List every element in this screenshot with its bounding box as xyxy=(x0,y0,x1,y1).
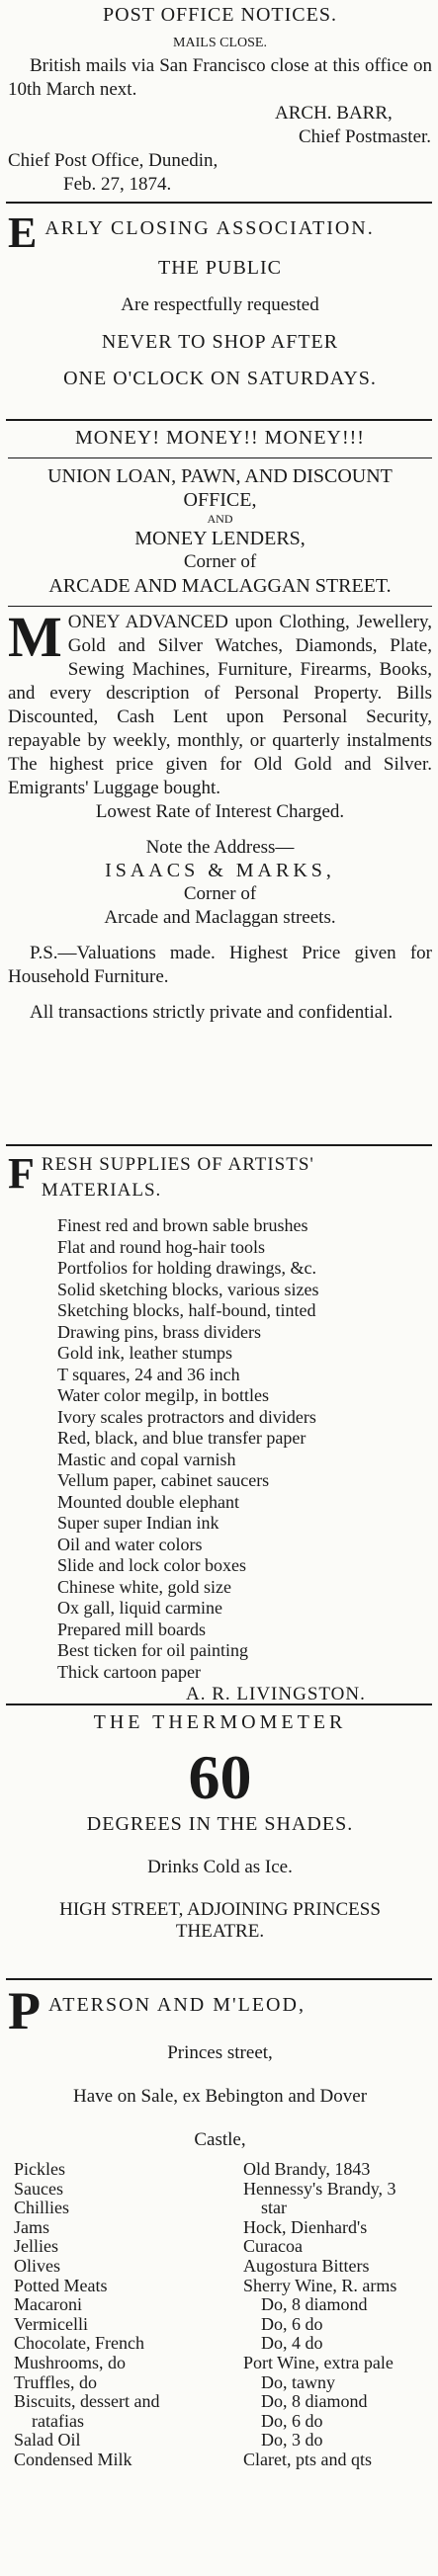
post-office-notice xyxy=(8,4,432,197)
list-item: Vermicelli xyxy=(14,2313,88,2334)
list-item: Chocolate, French xyxy=(14,2333,144,2354)
list-item: T squares, 24 and 36 inch xyxy=(57,1364,240,1384)
list-item: Olives xyxy=(14,2255,60,2276)
drop-cap: P xyxy=(8,1981,43,2040)
loan-body xyxy=(8,605,432,800)
list-item: Condensed Milk xyxy=(14,2449,132,2469)
loan-office-name-2: OFFICE, xyxy=(183,489,257,511)
post-office-subhead: MAILS CLOSE. xyxy=(173,36,267,50)
paterson-street: Princes street, xyxy=(167,2042,273,2063)
divider xyxy=(8,457,432,458)
post-office-date: Feb. 27, 1874. xyxy=(63,174,172,195)
artists-title-text: RESH SUPPLIES OF ARTISTS' MATERIALS. xyxy=(41,1154,314,1201)
list-item: Curacoa xyxy=(243,2236,303,2257)
loan-interest: Lowest Rate of Interest Charged. xyxy=(95,801,345,822)
list-item: Prepared mill boards xyxy=(57,1619,206,1639)
list-item: star xyxy=(243,2198,287,2218)
list-item: Do, 6 do xyxy=(243,2410,323,2431)
divider xyxy=(6,1978,432,1980)
thermometer-degrees: DEGREES IN THE SHADES. xyxy=(86,1813,354,1835)
list-item: Vellum paper, cabinet saucers xyxy=(57,1470,270,1490)
list-item: Pickles xyxy=(14,2159,65,2179)
list-item: Solid sketching blocks, various sizes xyxy=(57,1279,319,1299)
list-item: Hock, Dienhard's xyxy=(243,2216,368,2237)
loan-corner: Corner of xyxy=(183,551,257,572)
list-item: Jams xyxy=(14,2216,49,2237)
drop-cap: E xyxy=(8,208,40,257)
list-item: Sketching blocks, half-bound, tinted xyxy=(57,1300,316,1320)
list-item: Do, 8 diamond xyxy=(243,2391,368,2412)
list-item: Port Wine, extra pale xyxy=(243,2352,394,2372)
loan-body-text: ONEY ADVANCED upon Clothing, Jewellery, Gold and Silver Watches, Diamonds, Plate, Sewing Machines, Furniture, Firearms, Books, and every description of Personal Property. Bills Discounted, Cash Lent upon Personal Security, repayable by weekly, monthly, or quarterly instalments The highest price given for Old Gold and Silver. Emigrants' Luggage bought. xyxy=(8,612,432,798)
list-item: Flat and round hog-hair tools xyxy=(57,1236,265,1257)
list-item: Jellies xyxy=(14,2236,58,2257)
loan-office-ad xyxy=(8,427,432,1025)
early-closing-line2: NEVER TO SHOP AFTER xyxy=(101,331,339,353)
loan-money-heading: MONEY! MONEY!! MONEY!!! xyxy=(75,427,365,449)
list-item: Thick cartoon paper xyxy=(57,1661,201,1682)
post-office-body: British mails via San Francisco close at this office on 10th March next. xyxy=(8,55,432,100)
thermometer-title: THE THERMOMETER xyxy=(93,1711,347,1733)
list-item: Hennessy's Brandy, 3 xyxy=(243,2178,396,2199)
list-item: Best ticken for oil painting xyxy=(57,1640,248,1660)
early-closing-ad xyxy=(8,208,432,390)
paterson-title-text: ATERSON AND M'LEOD, xyxy=(48,1994,306,2016)
list-item: Chinese white, gold size xyxy=(57,1576,231,1597)
loan-streets: Arcade and Maclaggan streets. xyxy=(104,907,336,928)
loan-private: All transactions strictly private and confidential. xyxy=(30,1002,394,1023)
early-closing-public: THE PUBLIC xyxy=(158,257,282,279)
thermometer-value: 60 xyxy=(188,1742,252,1812)
list-item: Super super Indian ink xyxy=(57,1513,219,1533)
post-office-title: POST OFFICE NOTICES. xyxy=(103,4,337,26)
list-item: Gold ink, leather stumps xyxy=(57,1343,232,1363)
early-closing-line3: ONE O'CLOCK ON SATURDAYS. xyxy=(63,368,377,389)
paterson-goods-table xyxy=(8,2160,432,2470)
list-item: Claret, pts and qts xyxy=(243,2449,372,2469)
thermometer-address-2: THEATRE. xyxy=(175,1921,265,1942)
list-item: Oil and water colors xyxy=(57,1534,203,1554)
list-item: Mastic and copal varnish xyxy=(57,1449,236,1469)
artists-materials-ad xyxy=(8,1149,432,1706)
list-item: Slide and lock color boxes xyxy=(57,1555,246,1575)
loan-lenders: MONEY LENDERS, xyxy=(134,528,306,549)
list-item: Mushrooms, do xyxy=(14,2352,127,2372)
list-item: Do, 6 do xyxy=(243,2313,323,2334)
artists-item-list xyxy=(8,1215,432,1683)
loan-note: Note the Address— xyxy=(145,837,295,858)
list-item: Old Brandy, 1843 xyxy=(243,2159,371,2179)
list-item: ratafias xyxy=(14,2410,84,2431)
list-item: Do, 4 do xyxy=(243,2333,323,2354)
early-closing-line1: Are respectfully requested xyxy=(121,294,319,315)
post-office-signer: ARCH. BARR, xyxy=(275,103,393,124)
list-item: Portfolios for holding drawings, &c. xyxy=(57,1258,316,1278)
loan-street: ARCADE AND MACLAGGAN STREET. xyxy=(48,575,392,597)
thermometer-ad xyxy=(8,1711,432,1943)
list-item: Mounted double elephant xyxy=(57,1491,239,1512)
list-item: Sherry Wine, R. arms xyxy=(243,2275,397,2295)
thermometer-drinks: Drinks Cold as Ice. xyxy=(147,1857,293,1877)
loan-office-name: UNION LOAN, PAWN, AND DISCOUNT xyxy=(47,465,393,487)
paterson-castle: Castle, xyxy=(194,2129,246,2150)
divider xyxy=(8,606,432,607)
post-office-signer-title: Chief Postmaster. xyxy=(299,126,432,147)
list-item: Ox gall, liquid carmine xyxy=(57,1598,222,1618)
goods-left-column xyxy=(8,2160,243,2470)
early-closing-title-text: ARLY CLOSING ASSOCIATION. xyxy=(44,217,375,239)
paterson-sale: Have on Sale, ex Bebington and Dover xyxy=(72,2086,368,2107)
artists-title xyxy=(8,1149,432,1204)
list-item: Sauces xyxy=(14,2178,63,2199)
list-item: Potted Meats xyxy=(14,2275,108,2295)
list-item: Do, 3 do xyxy=(243,2430,323,2451)
list-item: Do, tawny xyxy=(243,2371,335,2392)
divider xyxy=(6,419,432,421)
paterson-mleod-ad xyxy=(8,1981,432,2470)
list-item: Red, black, and blue transfer paper xyxy=(57,1428,307,1448)
early-closing-title xyxy=(8,208,432,257)
list-item: Do, 8 diamond xyxy=(243,2294,368,2315)
loan-corner-2: Corner of xyxy=(183,883,257,904)
loan-firm: ISAACS & MARKS, xyxy=(105,860,335,881)
list-item: Ivory scales protractors and dividers xyxy=(57,1406,316,1427)
thermometer-address: HIGH STREET, ADJOINING PRINCESS xyxy=(59,1899,381,1920)
post-office-office: Chief Post Office, Dunedin, xyxy=(8,150,219,171)
loan-ps: P.S.—Valuations made. Highest Price given for Household Furniture. xyxy=(8,943,432,987)
paterson-title xyxy=(8,1981,432,2040)
list-item: Salad Oil xyxy=(14,2430,81,2451)
divider xyxy=(6,202,432,204)
list-item: Truffles, do xyxy=(14,2371,98,2392)
divider xyxy=(6,1703,432,1705)
artists-signer: A. R. LIVINGSTON. xyxy=(186,1684,366,1704)
list-item: Chillies xyxy=(14,2198,70,2218)
list-item: Biscuits, dessert and xyxy=(14,2391,160,2412)
drop-cap: M xyxy=(8,605,62,669)
drop-cap: F xyxy=(8,1149,36,1198)
list-item: Finest red and brown sable brushes xyxy=(57,1215,308,1235)
loan-and: AND xyxy=(207,512,233,526)
list-item: Drawing pins, brass dividers xyxy=(57,1321,261,1342)
divider xyxy=(6,1144,432,1146)
list-item: Water color megilp, in bottles xyxy=(57,1385,269,1405)
list-item: Augostura Bitters xyxy=(243,2255,370,2276)
list-item: Macaroni xyxy=(14,2294,82,2315)
goods-right-column xyxy=(243,2160,432,2470)
